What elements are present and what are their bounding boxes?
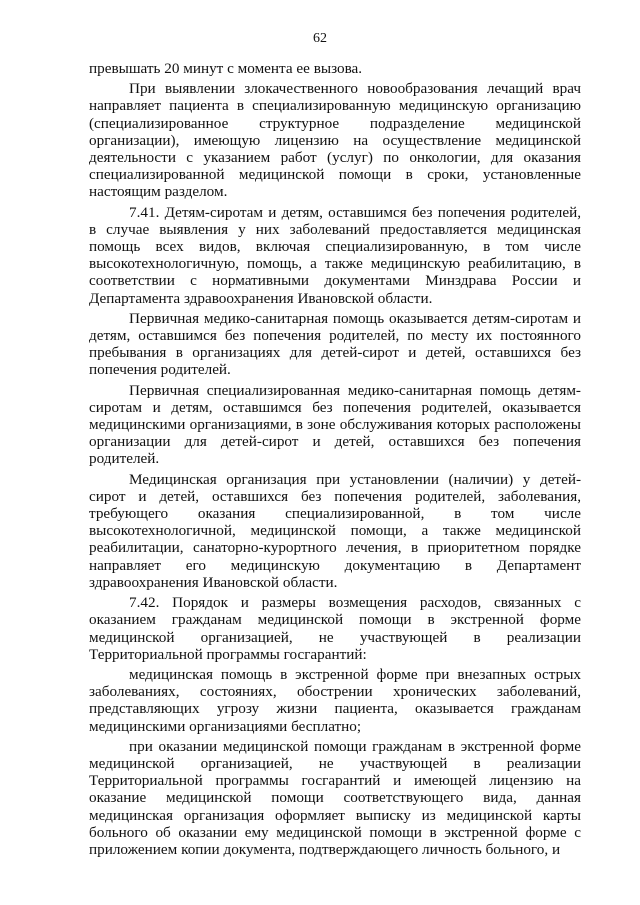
paragraph-oncology-referral: При выявлении злокачественного новообразования лечащий врач направляет пациента в специализированную медицинскую организацию (специализированное структурное подразделение медицинской организации), имеющую лицензию на осуществление медицинской деятельности с указанием работ (услуг) по онкологии, для оказания специализированной медицинской помощи в сроки, установленные настоящим разделом. [89,80,581,201]
paragraph-specialized-primary-care: Первичная специализированная медико-санитарная помощь детям-сиротам и детям, оставшимся без попечения родителей, оказывается медицинскими организациями, в зоне обслуживания которых расположены организации для детей-сирот и детей, оставшихся без попечения родителей. [89,381,581,468]
paragraph-7-41: 7.41. Детям-сиротам и детям, оставшимся без попечения родителей, в случае выявления у них заболеваний предоставляется медицинская помощь всех видов, включая специализированную, в том числе высокотехнологичную, помощь, а также медицинскую реабилитацию, в соответствии с нормативными документами Минздрава России и Департамента здравоохранения Ивановской области. [89,203,581,307]
paragraph-emergency-care-extract: при оказании медицинской помощи гражданам в экстренной форме медицинской организацией, не участвующей в реализации Территориальной программы госгарантий и имеющей лицензию на оказание медицинской помощи соответствующего вида, данная медицинская организация оформляет выписку из медицинской карты больного об оказании ему медицинской помощи в экстренной форме с приложением копии документа, подтверждающего личность больного, и [89,737,581,858]
paragraph-emergency-care: медицинская помощь в экстренной форме при внезапных острых заболеваниях, состояниях, обострении хронических заболеваний, представляющих угрозу жизни пациента, оказывается гражданам медицинскими организациями бесплатно; [89,665,581,735]
document-body [89,60,581,858]
paragraph-7-42: 7.42. Порядок и размеры возмещения расходов, связанных с оказанием гражданам медицинской помощи в экстренной форме медицинской организацией, не участвующей в реализации Территориальной программы госгарантий: [89,594,581,663]
paragraph-continuation: превышать 20 минут с момента ее вызова. [89,60,363,77]
page-number: 62 [313,31,327,46]
paragraph-primary-care: Первичная медико-санитарная помощь оказывается детям-сиротам и детям, оставшимся без попечения родителей, по месту их постоянного пребывания в организациях для детей-сирот и детей, оставшихся без попечения родителей. [89,309,581,379]
paragraph-medical-organization: Медицинская организация при установлении (наличии) у детей-сирот и детей, оставшихся без попечения родителей, заболевания, требующего оказания специализированной, в том числе высокотехнологичной, медицинской помощи, а также медицинской реабилитации, санаторно-курортного лечения, в приоритетном порядке направляет его медицинскую документацию в Департамент здравоохранения Ивановской области. [89,470,581,591]
